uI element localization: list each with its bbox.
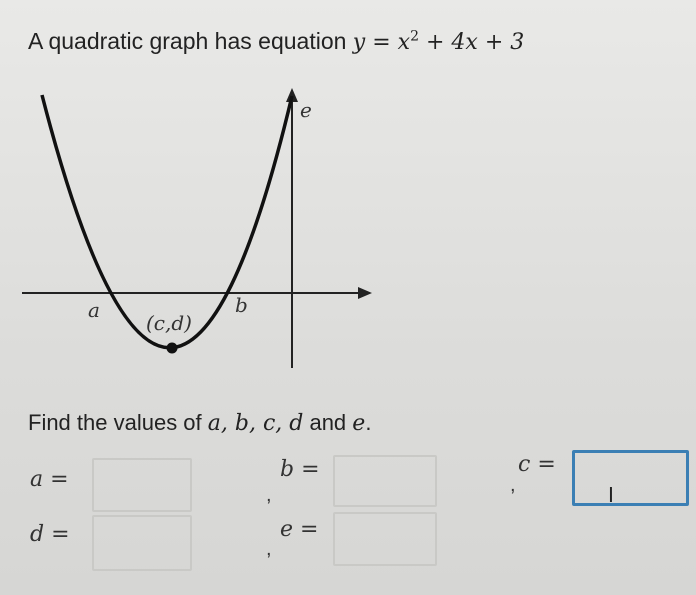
label-b: b [235,293,248,317]
answer-d-input[interactable] [92,515,192,571]
separator-b: , [266,484,272,506]
label-a: a [88,298,100,322]
text-cursor-icon: I [608,483,614,507]
parabola-curve [42,95,292,348]
label-c-answer: c = [518,452,556,477]
instruction-text: Find the values of a, b, c, d and e. [28,410,372,436]
separator-c: , [510,474,516,496]
label-e-answer: e = [280,517,319,542]
label-b-answer: b = [280,457,320,482]
answer-b-input[interactable] [333,455,437,507]
label-a-answer: a = [30,467,69,492]
question-prefix: A quadratic graph has equation [28,28,347,54]
answer-c-input[interactable] [572,450,689,506]
label-e: e [300,98,312,122]
label-d-answer: d = [30,522,70,547]
separator-e: , [266,538,272,560]
vertex-point [167,343,178,354]
answer-e-input[interactable] [333,512,437,566]
label-vertex: (c,d) [146,311,192,335]
equation: $y = x^2 + 4x + 3$ [352,28,525,55]
x-axis-arrow [358,287,372,299]
answer-a-input[interactable] [92,458,192,512]
